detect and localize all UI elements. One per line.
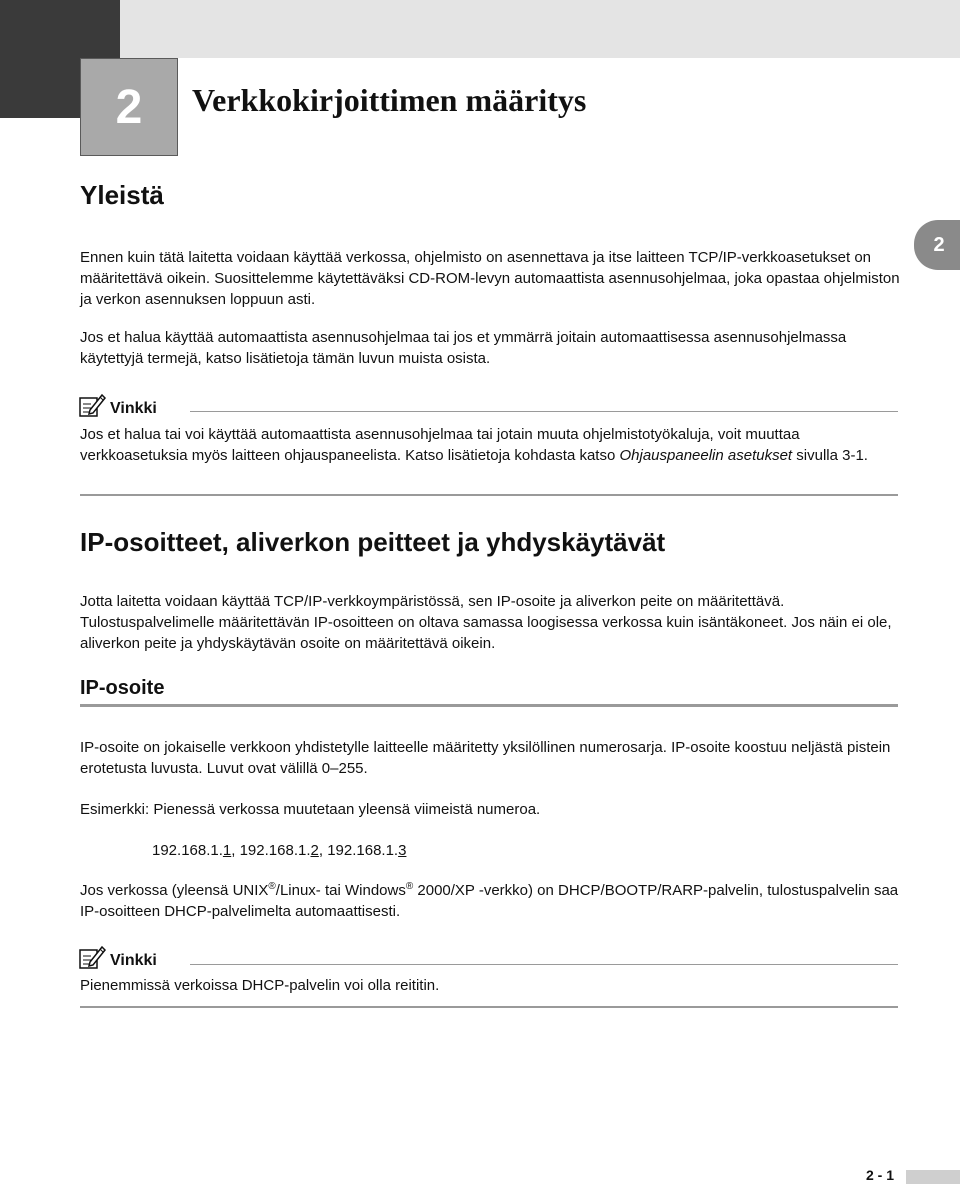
ip-example-last-octet: 2 <box>310 842 319 859</box>
general-paragraph-2: Jos et halua käyttää automaattista asennusohjelmaa tai jos et ymmärrä joitain automaattisessa asennusohjelmassa käytettyjä termejä, katso lisätietoja tämän luvun muista osista. <box>80 329 847 367</box>
ip-example-separator: , <box>318 842 328 859</box>
section-heading-ip: IP-osoitteet, aliverkon peitteet ja yhdyskäytävät <box>80 527 666 557</box>
note-header-rule <box>190 411 898 412</box>
ip-example-prefix: 192.168.1. <box>152 842 223 859</box>
note-text-part: Jos et halua tai voi käyttää automaattista asennusohjelmaa tai jotain muuta ohjelmistotyökaluja, voit muuttaa verkkoasetuksia myös laitteen ohjauspaneelista. Katso lisätietoja kohdasta katso <box>80 426 800 464</box>
section-heading-general: Yleistä <box>80 180 164 210</box>
ip-example-prefix: 192.168.1. <box>327 842 399 859</box>
registered-mark: ® <box>268 881 276 892</box>
ip-example-prefix: 192.168.1. <box>239 842 311 859</box>
p3-part: /Linux- tai Windows <box>275 882 406 899</box>
footer-bar <box>906 1170 960 1184</box>
note-text <box>80 424 910 466</box>
page-number: 2 - 1 <box>866 1167 895 1183</box>
note-bottom-rule <box>80 494 898 496</box>
note-bottom-rule <box>80 1006 898 1008</box>
note-pencil-icon <box>78 944 106 970</box>
chapter-side-tab[interactable]: 2 <box>914 220 960 270</box>
ip-paragraph-1: Jotta laitetta voidaan käyttää TCP/IP-verkkoympäristössä, sen IP-osoite ja aliverkon peite on määritettävä. Tulostuspalvelimelle määritettävän IP-osoitteen on oltava samassa loogisessa verkossa kuin isäntäkoneet. Jos näin ei ole, aliverkon peite ja yhdyskäytävän osoite on määritettävä oikein. <box>80 593 892 652</box>
p3-part: 2000/XP -verkko) on DHCP/BOOTP/RARP-palvelin, tulostuspalvelin saa IP-osoitteen DHCP-palvelimelta automaattisesti. <box>80 882 899 920</box>
ip-example-last-octet: 1 <box>222 842 232 859</box>
note-label: Vinkki <box>110 400 157 417</box>
note-text: Pienemmissä verkoissa DHCP-palvelin voi olla reititin. <box>80 977 440 994</box>
general-paragraph-1: Ennen kuin tätä laitetta voidaan käyttää verkossa, ohjelmisto on asennettava ja itse laitteen TCP/IP-verkkoasetukset on määritettävä oikein. Suosittelemme käytettäväksi CD-ROM-levyn automaattista asennusohjelmaa, joka opastaa ohjelmiston ja verkon asennuksen loppuun asti. <box>80 249 900 308</box>
header-band <box>120 0 960 58</box>
note-header <box>78 944 157 970</box>
ip-address-paragraph-2: Esimerkki: Pienessä verkossa muutetaan yleensä viimeistä numeroa. <box>80 801 541 818</box>
note-pencil-icon <box>78 392 106 418</box>
chapter-title: Verkkokirjoittimen määritys <box>192 82 587 118</box>
note-text-part: sivulla 3-1. <box>792 447 868 464</box>
chapter-number-box: 2 <box>80 58 178 156</box>
ip-address-paragraph-1: IP-osoite on jokaiselle verkkoon yhdistetylle laitteelle määritetty yksilöllinen numerosarja. IP-osoite koostuu neljästä pistein erotetusta luvusta. Luvut ovat välillä 0–255. <box>80 739 891 777</box>
ip-example-line <box>152 840 752 861</box>
note-label: Vinkki <box>110 952 157 969</box>
registered-mark: ® <box>405 881 414 892</box>
note-reference-italic: Ohjauspaneelin asetukset <box>619 447 793 464</box>
subsection-heading-ip-address: IP-osoite <box>80 677 165 699</box>
note-header <box>78 392 157 418</box>
p3-part: Jos verkossa (yleensä UNIX <box>80 882 269 899</box>
ip-example-separator: , <box>231 842 240 859</box>
ip-address-paragraph-3 <box>80 880 910 922</box>
note-header-rule <box>190 964 898 965</box>
ip-example-last-octet: 3 <box>398 842 407 859</box>
subsection-rule <box>80 704 898 707</box>
